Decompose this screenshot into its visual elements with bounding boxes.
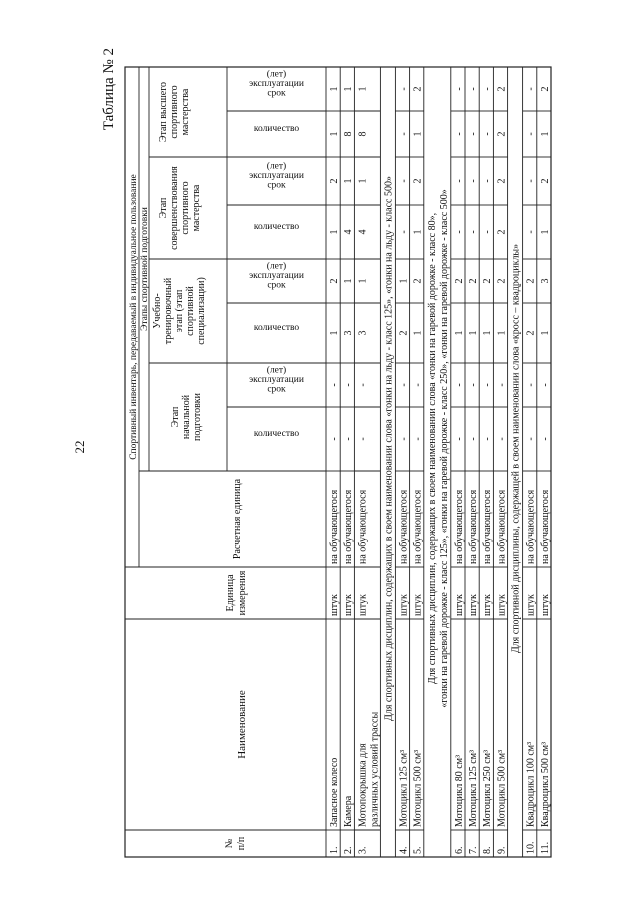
row-name: Камера — [343, 795, 355, 827]
row-value: - — [453, 87, 465, 91]
row-value: 1 — [329, 330, 340, 336]
header-term: срок — [267, 180, 286, 191]
row-value: - — [453, 437, 465, 441]
row-name: различных условий трассы — [369, 711, 381, 827]
row-calc: на обучающегося — [343, 489, 355, 564]
row-value: - — [468, 230, 479, 234]
row-value: - — [398, 132, 410, 136]
row-value: - — [496, 437, 508, 441]
row-value: - — [482, 437, 494, 441]
row-value: 2 — [496, 131, 508, 137]
row-value: - — [482, 230, 494, 234]
row-value: - — [453, 179, 465, 183]
header-term: эксплуатации — [249, 171, 304, 181]
row-value: 3 — [539, 278, 551, 284]
header-stage4: спортивного — [169, 85, 180, 139]
row-value: 1 — [539, 330, 551, 336]
row-value: - — [343, 437, 355, 441]
row-value: 4 — [343, 229, 355, 235]
row-value: - — [357, 383, 369, 387]
row-name: Мотоцикл 250 см³ — [482, 749, 494, 827]
row-value: 2 — [453, 278, 465, 284]
header-qty: количество — [253, 222, 300, 232]
row-value: 2 — [496, 229, 508, 235]
row-value: 1 — [329, 131, 340, 137]
row-value: 1 — [343, 178, 355, 184]
row-value: 2 — [525, 330, 537, 336]
row-calc: на обучающегося — [357, 489, 369, 564]
header-stage2: Учебно- — [152, 293, 163, 329]
header-qty: количество — [253, 124, 300, 134]
page-number: 22 — [72, 440, 87, 454]
row-value: - — [329, 437, 340, 441]
row-value: 1 — [539, 229, 551, 235]
row-value: 1 — [412, 229, 424, 235]
row-value: - — [525, 383, 537, 387]
row-unit: штук — [357, 594, 369, 616]
row-value: - — [482, 132, 494, 136]
row-value: 1 — [468, 330, 479, 336]
row-value: - — [525, 87, 537, 91]
row-num: 8. — [482, 846, 494, 854]
row-value: - — [525, 132, 537, 136]
row-value: - — [496, 383, 508, 387]
row-value: 1 — [496, 330, 508, 336]
row-value: - — [412, 437, 424, 441]
row-unit: штук — [453, 594, 465, 616]
row-name: Мотопокрышка для — [357, 743, 369, 827]
header-unit: измерения — [237, 570, 248, 616]
header-stage2: специализации) — [196, 277, 207, 345]
row-value: - — [412, 383, 424, 387]
row-value: 1 — [343, 86, 355, 92]
header-stage3: мастерства — [191, 184, 202, 232]
row-unit: штук — [329, 594, 340, 616]
row-value: - — [482, 179, 494, 183]
row-num: 3. — [357, 846, 369, 854]
header-num: № — [224, 838, 235, 849]
row-value: - — [525, 437, 537, 441]
row-value: 1 — [412, 330, 424, 336]
row-value: - — [398, 437, 410, 441]
stages-title: Этапы спортивной подготовки — [140, 207, 150, 331]
row-name: Мотоцикл 125 см³ — [398, 749, 410, 827]
row-calc: на обучающегося — [468, 489, 479, 564]
header-stage2: тренировочный — [163, 277, 174, 345]
row-value: 2 — [482, 278, 494, 284]
table-caption: Спортивный инвентарь, передаваемый в индивидуальное пользование — [129, 174, 139, 460]
row-calc: на обучающегося — [525, 489, 537, 564]
header-term: эксплуатации — [249, 375, 304, 385]
row-value: 2 — [412, 86, 424, 92]
header-unit: Единица — [225, 574, 236, 612]
row-value: 1 — [453, 330, 465, 336]
row-value: 1 — [357, 178, 369, 184]
header-stage1: начальной — [181, 394, 192, 440]
header-stage3: совершенствования — [169, 166, 180, 250]
row-value: 4 — [357, 229, 369, 235]
row-value: - — [398, 230, 410, 234]
row-value: 3 — [357, 330, 369, 336]
row-value: - — [357, 437, 369, 441]
row-num: 7. — [468, 846, 479, 854]
row-name: Квадроцикл 500 см³ — [539, 741, 551, 827]
row-value: - — [482, 87, 494, 91]
row-unit: штук — [412, 594, 424, 616]
header-calc: Расчетная единица — [232, 478, 243, 560]
row-unit: штук — [496, 594, 508, 616]
row-value: - — [525, 179, 537, 183]
row-unit: штук — [468, 594, 479, 616]
row-value: - — [329, 383, 340, 387]
rotated-content — [72, 48, 551, 857]
row-value: 2 — [496, 86, 508, 92]
row-value: 1 — [398, 278, 410, 284]
header-term: срок — [267, 88, 286, 99]
header-stage2: спортивной — [185, 286, 196, 336]
header-stage3: Этап — [158, 197, 169, 219]
row-value: - — [453, 230, 465, 234]
section-title: Для спортивных дисциплин, содержащих в своем наименовании слова «гонки на гаревой дорожке - класс 80», — [426, 212, 438, 685]
header-term: эксплуатации — [249, 79, 304, 89]
row-value: 2 — [329, 278, 340, 284]
row-value: - — [453, 383, 465, 387]
row-calc: на обучающегося — [412, 489, 424, 564]
row-value: 1 — [482, 330, 494, 336]
row-value: 2 — [329, 178, 340, 184]
row-value: - — [468, 437, 479, 441]
row-value: - — [398, 87, 410, 91]
row-value: - — [468, 132, 479, 136]
row-value: - — [453, 132, 465, 136]
row-value: 2 — [412, 178, 424, 184]
row-value: 1 — [357, 86, 369, 92]
row-value: 1 — [343, 278, 355, 284]
row-value: 1 — [412, 131, 424, 137]
row-value: - — [398, 179, 410, 183]
header-stage2: этап (этап — [174, 289, 185, 333]
row-value: 8 — [357, 131, 369, 137]
inventory-table — [125, 67, 551, 857]
header-stage3: спортивного — [180, 181, 191, 235]
row-value: - — [468, 383, 479, 387]
header-term: эксплуатации — [249, 271, 304, 281]
row-value: 2 — [398, 330, 410, 336]
row-num: 10. — [525, 841, 537, 854]
row-calc: на обучающегося — [482, 489, 494, 564]
header-term: (лет) — [266, 69, 287, 80]
row-name: Мотоцикл 125 см³ — [468, 749, 479, 827]
section-title: Для спортивной дисциплины, содержащей в своем наименовании слова «кросс – квадроциклы» — [510, 243, 522, 654]
row-name: Мотоцикл 500 см³ — [412, 749, 424, 827]
section-title: «гонки на гаревой дорожке - класс 125», «гонки на гаревой дорожке - класс 250», «гонки на гаревой дорожке - класс 500» — [438, 189, 450, 708]
row-num: 5. — [412, 846, 424, 854]
header-qty: количество — [253, 323, 300, 333]
row-calc: на обучающегося — [329, 489, 340, 564]
row-value: 2 — [539, 178, 551, 184]
row-value: 1 — [539, 131, 551, 137]
table-label: Таблица № 2 — [101, 48, 117, 131]
row-value: - — [539, 383, 551, 387]
row-unit: штук — [482, 594, 494, 616]
header-num: п/п — [236, 836, 247, 851]
header-name: Наименование — [236, 690, 248, 759]
row-value: - — [482, 383, 494, 387]
row-name: Мотоцикл 80 см³ — [453, 754, 465, 827]
row-value: 3 — [343, 330, 355, 336]
row-name: Мотоцикл 500 см³ — [496, 749, 508, 827]
row-value: - — [468, 87, 479, 91]
row-value: 1 — [329, 86, 340, 92]
row-value: - — [343, 383, 355, 387]
row-unit: штук — [343, 594, 355, 616]
row-num: 1. — [329, 846, 340, 854]
row-value: 1 — [329, 229, 340, 235]
row-unit: штук — [525, 594, 537, 616]
row-value: 2 — [496, 178, 508, 184]
row-value: 1 — [357, 278, 369, 284]
header-stage4: мастерства — [180, 88, 191, 136]
row-num: 11. — [539, 841, 551, 854]
header-stage1: Этап — [170, 406, 181, 428]
section-title: Для спортивных дисциплин, содержащих в своем наименовании слова «гонки на льду - класс 125», «гонки на льду - класс 500» — [383, 176, 395, 721]
row-value: 2 — [468, 278, 479, 284]
header-stage4: Этап высшего — [158, 81, 169, 143]
row-num: 9. — [496, 846, 508, 854]
row-value: 8 — [343, 131, 355, 137]
header-term: (лет) — [266, 261, 287, 272]
header-term: (лет) — [266, 365, 287, 376]
row-value: - — [539, 437, 551, 441]
header-term: (лет) — [266, 161, 287, 172]
row-name: Запасное колесо — [329, 757, 340, 827]
row-calc: на обучающегося — [453, 489, 465, 564]
row-unit: штук — [539, 594, 551, 616]
row-value: 2 — [525, 278, 537, 284]
row-num: 4. — [398, 846, 410, 854]
header-stage1: подготовки — [192, 392, 203, 442]
row-value: 2 — [539, 86, 551, 92]
row-value: - — [398, 383, 410, 387]
row-value: - — [525, 230, 537, 234]
row-name: Квадроцикл 100 см³ — [525, 741, 537, 827]
row-calc: на обучающегося — [539, 489, 551, 564]
row-num: 6. — [453, 846, 465, 854]
row-value: - — [468, 179, 479, 183]
row-calc: на обучающегося — [496, 489, 508, 564]
row-value: 2 — [412, 278, 424, 284]
row-value: 2 — [496, 278, 508, 284]
header-qty: количество — [253, 429, 300, 439]
header-term: срок — [267, 384, 286, 395]
row-calc: на обучающегося — [398, 489, 410, 564]
row-unit: штук — [398, 594, 410, 616]
row-num: 2. — [343, 846, 355, 854]
header-term: срок — [267, 280, 286, 291]
